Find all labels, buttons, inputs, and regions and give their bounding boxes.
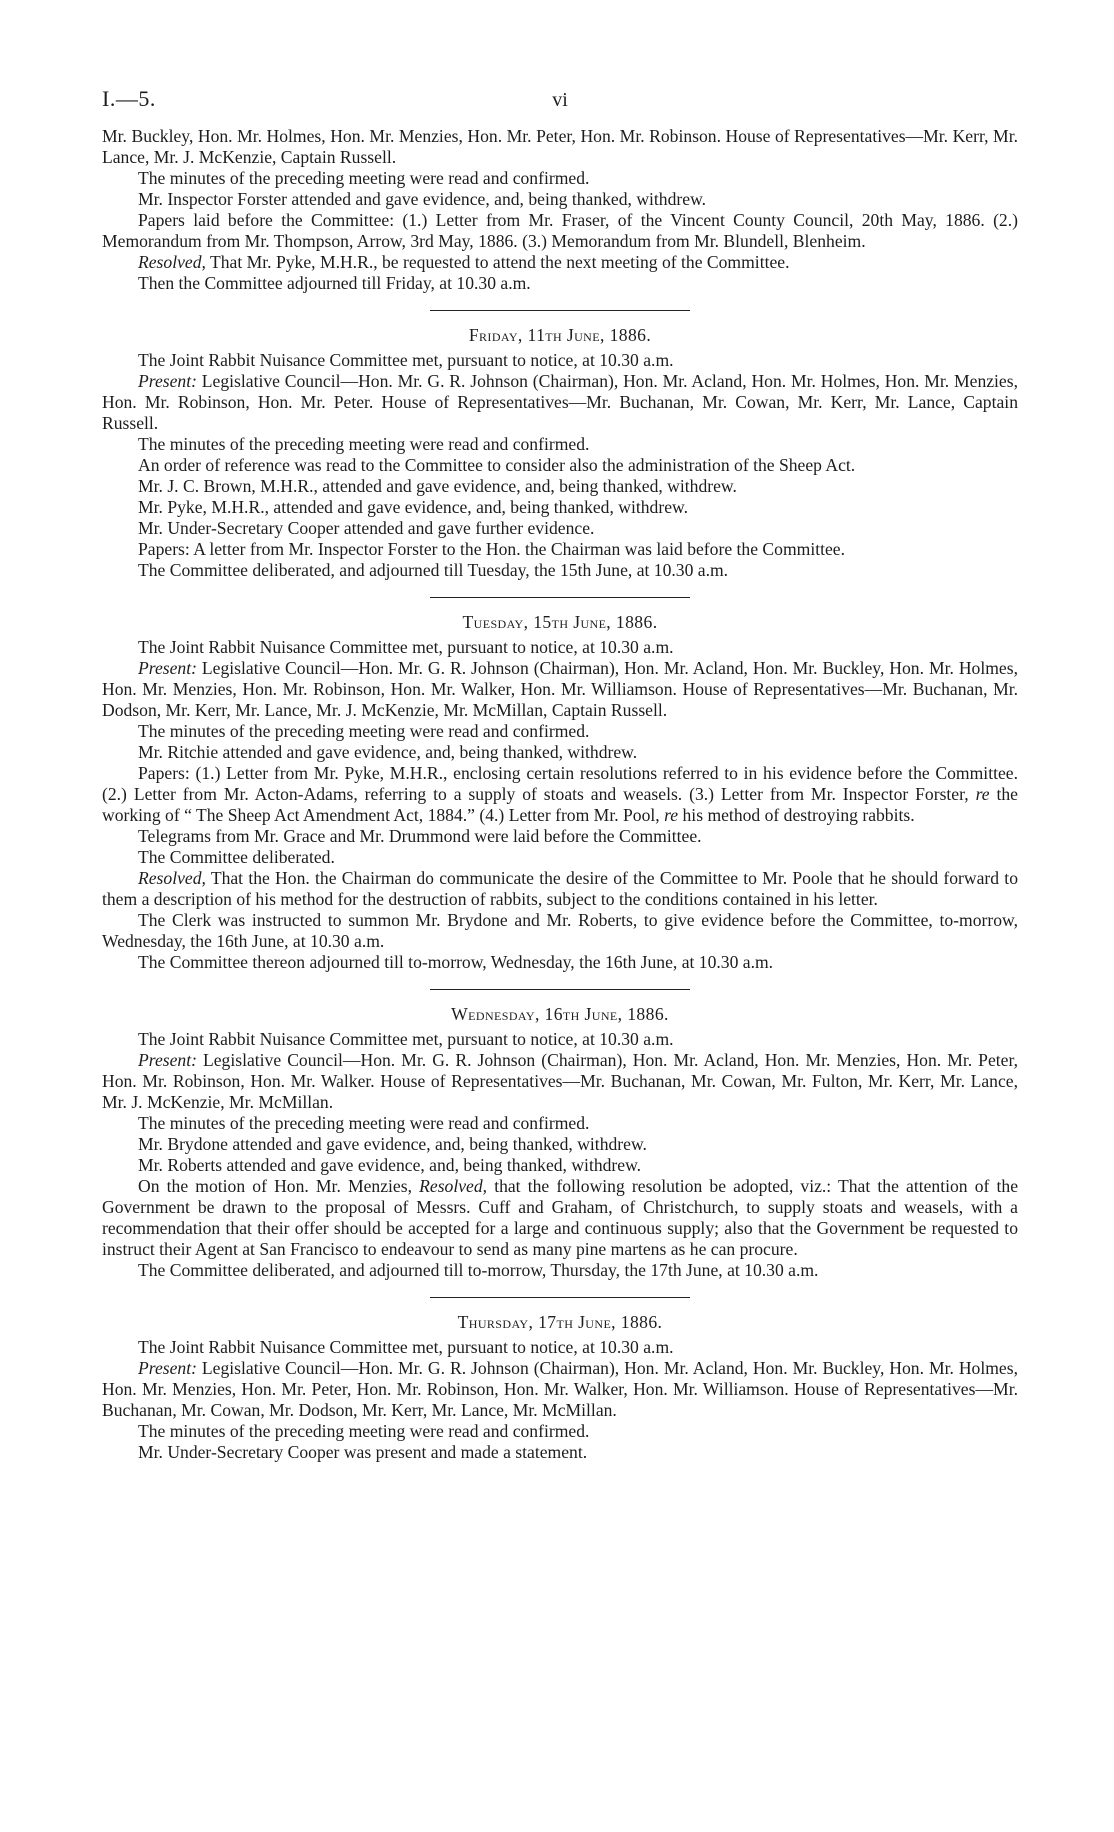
paragraph-text: That the Hon. the Chairman do communicate the desire of the Committee to Mr. Poole that he should forward to them a description of his method for the destruction of rabbits, subject to the conditions contained in his letter. — [102, 868, 1018, 909]
paragraph-text: That Mr. Pyke, M.H.R., be requested to attend the next meeting of the Committee. — [205, 252, 790, 272]
meeting-date: Wednesday, 16th June, 1886. — [451, 1004, 669, 1024]
paragraph: The Committee deliberated, and adjourned till Tuesday, the 15th June, at 10.30 a.m. — [138, 560, 729, 580]
paragraph: The Joint Rabbit Nuisance Committee met, pursuant to notice, at 10.30 a.m. — [138, 1029, 674, 1049]
paragraph — [102, 371, 1018, 434]
section-divider — [430, 310, 690, 311]
paragraph: Papers laid before the Committee: (1.) Letter from Mr. Fraser, of the Vincent County Council, 20th May, 1886. (2.) Memorandum from Mr. Thompson, Arrow, 3rd May, 1886. (3.) Memorandum from Mr. Blundell, Blenheim. — [102, 210, 1018, 251]
section-divider — [430, 1297, 690, 1298]
paragraph-text: that the following resolution be adopted, viz.: That the attention of the Government be drawn to the proposal of Messrs. Cuff and Graham, of Christchurch, to supply stoats and weasels, with a recommendation that their offer should be accepted for a large and continuous supply; also that the Government be requested to instruct their Agent at San Francisco to endeavour to send as many pine martens as he can procure. — [102, 1176, 1019, 1259]
italic-re: re — [664, 805, 679, 825]
paragraph — [102, 658, 1018, 721]
paragraph: Mr. J. C. Brown, M.H.R., attended and gave evidence, and, being thanked, withdrew. — [138, 476, 737, 496]
paragraph — [102, 1358, 1018, 1421]
paragraph-text: the working of “ The Sheep Act Amendment Act, 1884.” (4.) Letter from Mr. Pool, — [102, 784, 1018, 825]
paragraph: The minutes of the preceding meeting were read and confirmed. — [138, 1113, 590, 1133]
paragraph — [102, 763, 1018, 826]
meeting-continued — [102, 126, 1018, 294]
paragraph: The Committee deliberated, and adjourned till to-morrow, Thursday, the 17th June, at 10.30 a.m. — [138, 1260, 819, 1280]
paragraph: Mr. Inspector Forster attended and gave evidence, and, being thanked, withdrew. — [138, 189, 707, 209]
paragraph-text: Legislative Council—Hon. Mr. G. R. Johnson (Chairman), Hon. Mr. Acland, Hon. Mr. Buckley, Hon. Mr. Holmes, Hon. Mr. Menzies, Hon. Mr. Peter, Hon. Mr. Robinson, Hon. Mr. Walker, Hon. Mr. Williamson. House of Representatives—Mr. Buchanan, Mr. Cowan, Mr. Dodson, Mr. Kerr, Mr. Lance, Mr. McMillan. — [102, 1358, 1018, 1420]
italic-present: Present: — [138, 1050, 197, 1070]
meeting-friday-11-june — [102, 325, 1018, 581]
paragraph: Papers: A letter from Mr. Inspector Forster to the Hon. the Chairman was laid before the Committee. — [138, 539, 846, 559]
paragraph: The Joint Rabbit Nuisance Committee met, pursuant to notice, at 10.30 a.m. — [138, 637, 674, 657]
paragraph: The minutes of the preceding meeting were read and confirmed. — [138, 721, 590, 741]
paragraph: Mr. Roberts attended and gave evidence, and, being thanked, withdrew. — [138, 1155, 642, 1175]
paragraph: An order of reference was read to the Committee to consider also the administration of the Sheep Act. — [138, 455, 856, 475]
paragraph: Mr. Pyke, M.H.R., attended and gave evidence, and, being thanked, withdrew. — [138, 497, 688, 517]
paragraph: Mr. Ritchie attended and gave evidence, and, being thanked, withdrew. — [138, 742, 638, 762]
paragraph — [102, 252, 1018, 273]
meeting-date: Tuesday, 15th June, 1886. — [462, 612, 658, 632]
meeting-wednesday-16-june — [102, 1004, 1018, 1281]
paragraph — [102, 1050, 1018, 1113]
italic-resolved: Resolved, — [138, 252, 206, 272]
paragraph: The minutes of the preceding meeting were read and confirmed. — [138, 434, 590, 454]
paragraph-text: Papers: (1.) Letter from Mr. Pyke, M.H.R., enclosing certain resolutions referred to in his evidence before the Committee. (2.) Letter from Mr. Acton-Adams, referring to a supply of stoats and weasels. (3.) Letter from Mr. Inspector Forster, — [102, 763, 1018, 804]
paragraph: The Joint Rabbit Nuisance Committee met, pursuant to notice, at 10.30 a.m. — [138, 350, 674, 370]
paragraph-text: On the motion of Hon. Mr. Menzies, — [138, 1176, 420, 1196]
paragraph: The Joint Rabbit Nuisance Committee met, pursuant to notice, at 10.30 a.m. — [138, 1337, 674, 1357]
paragraph: Mr. Under-Secretary Cooper attended and gave further evidence. — [138, 518, 595, 538]
paragraph-text: Legislative Council—Hon. Mr. G. R. Johnson (Chairman), Hon. Mr. Acland, Hon. Mr. Buckley, Hon. Mr. Holmes, Hon. Mr. Menzies, Hon. Mr. Robinson, Hon. Mr. Walker, Hon. Mr. Williamson. House of Representatives—Mr. Buchanan, Mr. Dodson, Mr. Kerr, Mr. Lance, Mr. J. McKenzie, Mr. McMillan, Captain Russell. — [102, 658, 1018, 720]
paragraph: Mr. Under-Secretary Cooper was present and made a statement. — [138, 1442, 588, 1462]
italic-resolved: Resolved, — [419, 1176, 488, 1196]
italic-present: Present: — [138, 658, 197, 678]
paragraph — [102, 1176, 1018, 1260]
italic-present: Present: — [138, 371, 197, 391]
italic-resolved: Resolved, — [138, 868, 206, 888]
paragraph: Then the Committee adjourned till Friday, at 10.30 a.m. — [138, 273, 531, 293]
page-number: vi — [552, 89, 568, 111]
paragraph: The minutes of the preceding meeting were read and confirmed. — [138, 168, 590, 188]
paragraph: The Committee thereon adjourned till to-morrow, Wednesday, the 16th June, at 10.30 a.m. — [138, 952, 774, 972]
document-reference: I.—5. — [102, 86, 156, 111]
section-divider — [430, 597, 690, 598]
paragraph-text: Legislative Council—Hon. Mr. G. R. Johnson (Chairman), Hon. Mr. Acland, Hon. Mr. Holmes, Hon. Mr. Menzies, Hon. Mr. Robinson, Hon. Mr. Peter. House of Representatives—Mr. Buchanan, Mr. Cowan, Mr. Kerr, Mr. Lance, Captain Russell. — [102, 371, 1018, 433]
page-header — [102, 88, 1018, 126]
paragraph: Mr. Buckley, Hon. Mr. Holmes, Hon. Mr. Menzies, Hon. Mr. Peter, Hon. Mr. Robinson. House of Representatives—Mr. Kerr, Mr. Lance, Mr. J. McKenzie, Captain Russell. — [102, 126, 1018, 167]
meeting-date: Friday, 11th June, 1886. — [468, 325, 652, 345]
meeting-date: Thursday, 17th June, 1886. — [457, 1312, 663, 1332]
paragraph: Telegrams from Mr. Grace and Mr. Drummond were laid before the Committee. — [138, 826, 702, 846]
meeting-tuesday-15-june — [102, 612, 1018, 973]
paragraph-text: his method of destroying rabbits. — [678, 805, 915, 825]
italic-present: Present: — [138, 1358, 197, 1378]
paragraph: The Committee deliberated. — [138, 847, 335, 867]
paragraph — [102, 868, 1018, 910]
section-divider — [430, 989, 690, 990]
paragraph: The minutes of the preceding meeting were read and confirmed. — [138, 1421, 590, 1441]
paragraph-text: Legislative Council—Hon. Mr. G. R. Johnson (Chairman), Hon. Mr. Acland, Hon. Mr. Menzies, Hon. Mr. Peter, Hon. Mr. Robinson, Hon. Mr. Walker. House of Representatives—Mr. Buchanan, Mr. Cowan, Mr. Fulton, Mr. Kerr, Mr. Lance, Mr. J. McKenzie, Mr. McMillan. — [102, 1050, 1018, 1112]
meeting-thursday-17-june — [102, 1312, 1018, 1463]
italic-re: re — [975, 784, 990, 804]
paragraph: Mr. Brydone attended and gave evidence, and, being thanked, withdrew. — [138, 1134, 647, 1154]
paragraph: The Clerk was instructed to summon Mr. Brydone and Mr. Roberts, to give evidence before the Committee, to-morrow, Wednesday, the 16th June, at 10.30 a.m. — [102, 910, 1018, 951]
